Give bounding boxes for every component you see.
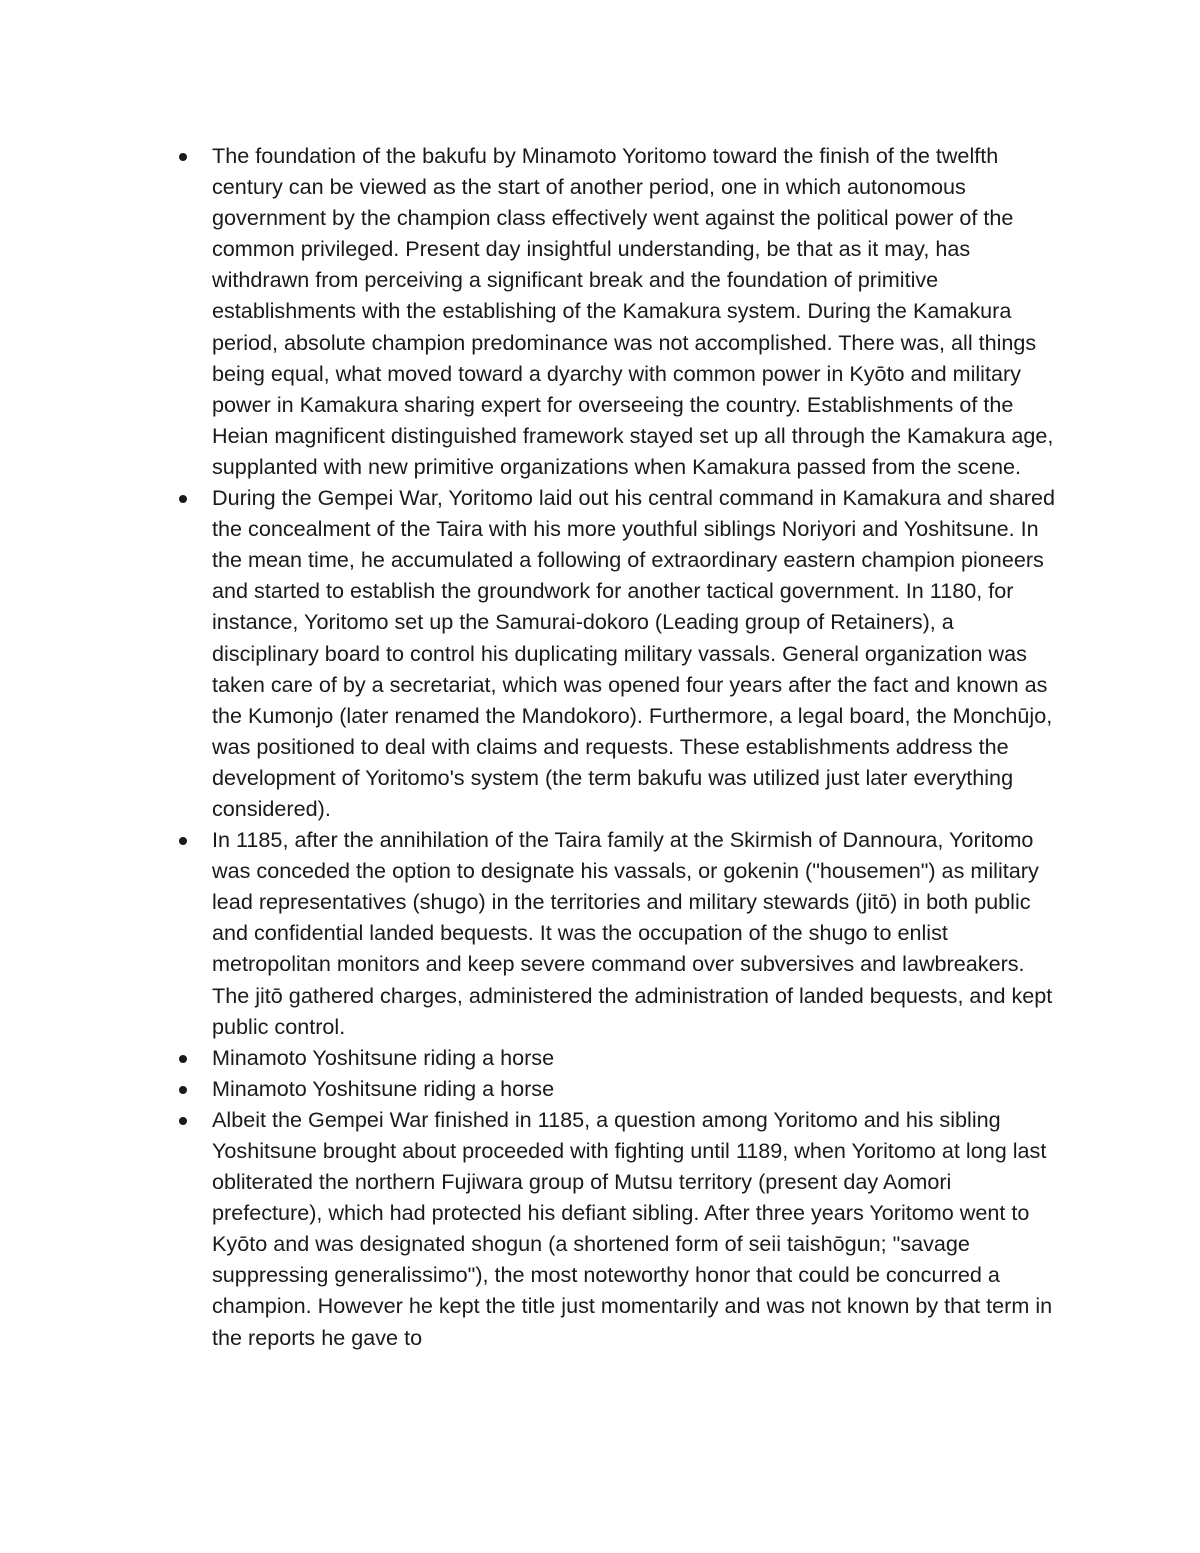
bullet-text: Albeit the Gempei War finished in 1185, a question among Yoritomo and his sibling Yoshitsune brought about proceeded with fighting until 1189, when Yoritomo at long last obliterated the northern Fujiwara group of Mutsu territory (present day Aomori prefecture), which had protected his defiant sibling. After three years Yoritomo went to Kyōto and was designated shogun (a shortened form of seii taishōgun; "savage suppressing generalissimo"), the most noteworthy honor that could be concurred a champion. However he kept the title just momentarily and was not known by that term in the reports he gave to bbox=[212, 1106, 1053, 1350]
list-item bbox=[176, 140, 1056, 482]
bullet-text: During the Gempei War, Yoritomo laid out his central command in Kamakura and shared the concealment of the Taira with his more youthful siblings Noriyori and Yoshitsune. In the mean time, he accumulated a following of extraordinary eastern champion pioneers and started to establish the groundwork for another tactical government. In 1180, for instance, Yoritomo set up the Samurai-dokoro (Leading group of Retainers), a disciplinary board to control his duplicating military vassals. General organization was taken care of by a secretariat, which was opened four years after the fact and known as the Kumonjo (later renamed the Mandokoro). Furthermore, a legal board, the Monchūjo, was positioned to deal with claims and requests. These establishments address the development of Yoritomo's system (the term bakufu was utilized just later everything considered). bbox=[212, 485, 1055, 821]
bullet-dot-icon bbox=[179, 495, 187, 503]
list-item bbox=[176, 1104, 1056, 1353]
bullet-list bbox=[176, 140, 1056, 1353]
list-item bbox=[176, 1073, 1056, 1104]
bullet-text: In 1185, after the annihilation of the Taira family at the Skirmish of Dannoura, Yoritomo was conceded the option to designate his vassals, or gokenin ("housemen") as military lead representatives (shugo) in the territories and military stewards (jitō) in both public and confidential landed bequests. It was the occupation of the shugo to enlist metropolitan monitors and keep severe command over subversives and lawbreakers. The jitō gathered charges, administered the administration of landed bequests, and kept public control. bbox=[212, 827, 1053, 1039]
bullet-dot-icon bbox=[179, 153, 187, 161]
bullet-text: The foundation of the bakufu by Minamoto Yoritomo toward the finish of the twelfth century can be viewed as the start of another period, one in which autonomous government by the champion class effectively went against the political power of the common privileged. Present day insightful understanding, be that as it may, has withdrawn from perceiving a significant break and the foundation of primitive establishments with the establishing of the Kamakura system. During the Kamakura period, absolute champion predominance was not accomplished. There was, all things being equal, what moved toward a dyarchy with common power in Kyōto and military power in Kamakura sharing expert for overseeing the country. Establishments of the Heian magnificent distinguished framework stayed set up all through the Kamakura age, supplanted with new primitive organizations when Kamakura passed from the scene. bbox=[212, 143, 1054, 479]
bullet-dot-icon bbox=[179, 837, 187, 845]
bullet-text: Minamoto Yoshitsune riding a horse bbox=[212, 1075, 555, 1101]
list-item bbox=[176, 1042, 1056, 1073]
bullet-dot-icon bbox=[179, 1086, 187, 1094]
bullet-text: Minamoto Yoshitsune riding a horse bbox=[212, 1044, 555, 1070]
bullet-dot-icon bbox=[179, 1117, 187, 1125]
bullet-dot-icon bbox=[179, 1055, 187, 1063]
list-item bbox=[176, 482, 1056, 824]
list-item bbox=[176, 824, 1056, 1042]
